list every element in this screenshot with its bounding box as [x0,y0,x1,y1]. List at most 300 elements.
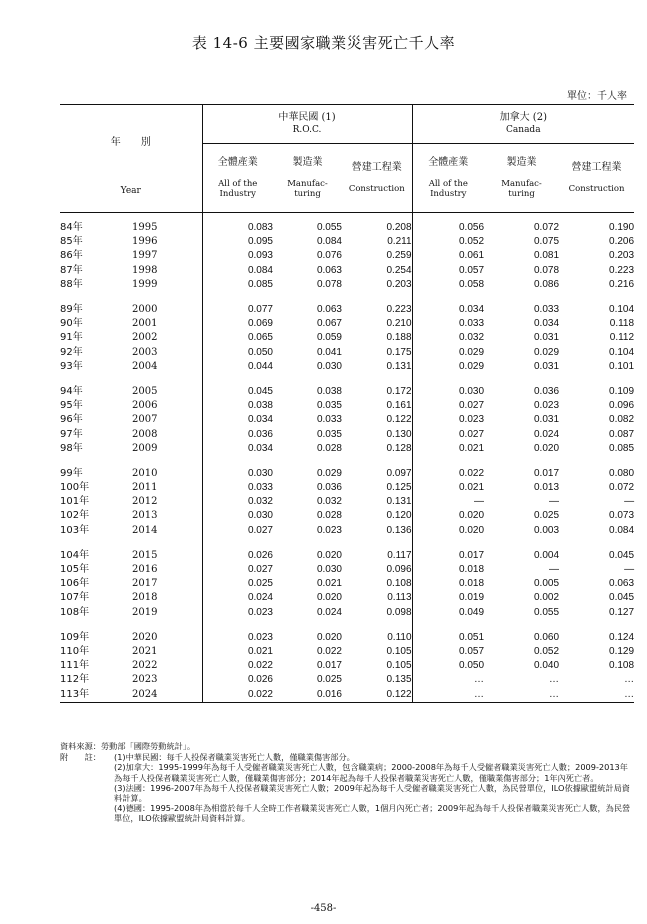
table-row [60,495,634,509]
value-cell: 0.127 [609,606,635,618]
value-cell: 0.035 [316,428,342,440]
value-cell: 0.081 [534,250,560,262]
table-row [60,399,634,413]
value-cell: 0.072 [609,482,635,494]
value-cell: 0.104 [609,346,635,358]
roc-year-cell: 95年 [60,400,83,412]
ad-year-cell: 2004 [132,360,158,372]
value-cell: 0.027 [202,563,273,577]
value-cell: 0.028 [316,510,342,522]
value-cell: 0.026 [202,549,273,563]
value-cell: 0.033 [412,317,484,331]
value-cell: 0.033 [534,304,560,316]
value-cell: 0.017 [534,467,560,479]
column-header-en: Construction [348,184,405,194]
value-cell: 0.018 [412,563,484,577]
value-cell: 0.030 [202,467,273,481]
table-row [60,577,634,591]
table-row [60,549,634,563]
value-cell: 0.016 [273,687,342,702]
roc-year-cell: 103年 [60,524,90,536]
value-cell: 0.018 [412,577,484,591]
value-cell: 0.188 [386,332,412,344]
value-cell: 0.025 [202,577,273,591]
value-cell: 0.041 [316,346,342,358]
value-cell: 0.022 [316,645,342,657]
value-cell: 0.031 [534,414,560,426]
value-cell: 0.022 [202,659,273,673]
value-cell: 0.129 [609,645,635,657]
value-cell: 0.055 [316,222,342,234]
roc-year-cell: 98年 [60,442,83,454]
value-cell: 0.036 [316,482,342,494]
value-cell: 0.063 [316,264,342,276]
ad-year-cell: 2005 [132,385,158,397]
value-cell: 0.040 [534,660,560,672]
value-cell: 0.061 [412,249,484,263]
ad-year-cell: 2009 [132,442,158,454]
value-cell: 0.036 [202,427,273,441]
country-header-roc [202,105,412,144]
ad-year-cell: 2020 [132,631,158,643]
value-cell: 0.216 [609,278,635,290]
value-cell: 0.211 [387,236,412,248]
column-header-zh: 營建工程業 [351,162,402,173]
value-cell: 0.073 [609,510,635,522]
value-cell: 0.057 [412,264,484,278]
ad-year-cell: 1995 [132,222,158,234]
roc-year-cell: 100年 [60,482,90,494]
table-row [60,221,634,235]
country-roc-en: R.O.C. [292,125,322,135]
column-header-zh: 全體產業 [428,157,469,168]
value-cell: 0.190 [609,222,635,234]
table-row [60,360,634,374]
table-row [60,645,634,659]
value-cell: 0.131 [386,496,412,508]
column-header-zh: 製造業 [506,157,537,168]
value-cell: 0.030 [202,509,273,523]
ad-year-cell: 2017 [132,578,158,590]
country-header-canada [412,105,634,144]
ad-year-cell: 2018 [132,592,158,604]
value-cell: 0.082 [609,414,635,426]
roc-year-cell: 106年 [60,578,90,590]
column-header [342,144,412,213]
roc-year-cell: 84年 [60,222,83,234]
column-header-en: All of the [218,179,258,189]
value-cell: 0.029 [316,467,342,479]
roc-year-cell: 97年 [60,428,83,440]
table-row [60,317,634,331]
table-row [60,509,634,523]
year-header-zh: 年 別 [110,137,151,148]
value-cell: 0.034 [412,303,484,317]
table-row [60,563,634,577]
value-cell: 0.087 [609,428,635,440]
value-cell: 0.223 [609,264,635,276]
value-cell: 0.063 [609,578,635,590]
column-header-zh: 全體產業 [217,157,258,168]
value-cell: 0.051 [412,631,484,645]
value-cell: 0.005 [534,578,560,590]
value-cell: 0.097 [386,467,412,479]
value-cell: 0.075 [534,236,560,248]
note-item: (2)加拿大：1995-1999年為每千人受僱者職業災害死亡人數，包含職業病；2000-2008年為每千人受僱者職業災害死亡人數；2009-2013年為每千人投保者職業災害死亡人數，僅職業傷害部分；2014年起為每千人投保者職業災害死亡人數，僅職業傷害部分；1年內死亡者。 [114,762,628,783]
roc-year-cell: 94年 [60,385,83,397]
source-note: 資料來源：勞動部「國際勞動統計」。 [60,741,196,751]
value-cell: 0.038 [316,385,342,397]
roc-year-cell: 110年 [60,645,90,657]
value-cell: 0.034 [534,318,560,330]
table-row [60,673,634,687]
value-cell: 0.136 [386,524,412,536]
value-cell: 0.050 [412,659,484,673]
value-cell: 0.033 [316,414,342,426]
roc-year-cell: 88年 [60,278,83,290]
table-row [60,278,634,292]
value-cell: 0.122 [386,414,412,426]
value-cell: 0.004 [534,549,560,561]
value-cell: 0.096 [609,400,635,412]
value-cell: 0.045 [609,592,635,604]
table-row [60,264,634,278]
column-header-zh: 營建工程業 [571,162,622,173]
column-header-en-line2: Industry [219,189,256,199]
ad-year-cell: 2016 [132,564,158,576]
value-cell: 0.049 [412,606,484,620]
ad-year-cell: 1996 [132,236,158,248]
value-cell: 0.118 [609,318,635,330]
country-canada-en: Canada [506,125,541,135]
value-cell: 0.067 [316,318,342,330]
roc-year-cell: 87年 [60,264,83,276]
value-cell: 0.021 [202,645,273,659]
roc-year-cell: 89年 [60,304,83,316]
value-cell: 0.109 [609,385,635,397]
column-header-zh: 製造業 [292,157,323,168]
roc-year-cell: 112年 [60,674,90,686]
value-cell: 0.024 [316,606,342,618]
value-cell: … [624,674,635,686]
value-cell: — [549,496,560,508]
column-header-en: Manufac- [501,179,542,189]
column-header-en: All of the [428,179,468,189]
value-cell: — [412,495,484,509]
ad-year-cell: 2014 [132,524,158,536]
column-header-en-line2: Industry [430,189,467,199]
value-cell: 0.031 [534,360,560,372]
value-cell: 0.033 [202,481,273,495]
table-row [60,606,634,620]
value-cell: 0.083 [202,221,273,235]
value-cell: 0.203 [386,278,412,290]
value-cell: 0.020 [316,549,342,561]
value-cell: 0.020 [412,524,484,538]
ad-year-cell: 2011 [132,482,158,494]
country-roc-zh: 中華民國 (1) [278,112,336,123]
value-cell: 0.052 [534,645,560,657]
value-cell: 0.135 [386,674,412,686]
value-cell: 0.060 [534,631,560,643]
roc-year-cell: 99年 [60,467,83,479]
value-cell: … [412,673,484,687]
value-cell: 0.050 [202,346,273,360]
ad-year-cell: 2012 [132,496,158,508]
value-cell: 0.076 [316,250,342,262]
value-cell: 0.105 [386,645,412,657]
roc-year-cell: 92年 [60,346,83,358]
value-cell: — [624,496,635,508]
fatality-rate-table [60,104,634,703]
value-cell: 0.085 [202,278,273,292]
value-cell: 0.036 [534,385,560,397]
value-cell: 0.017 [316,660,342,672]
value-cell: 0.021 [412,481,484,495]
roc-year-cell: 113年 [60,687,132,702]
value-cell: 0.034 [202,413,273,427]
ad-year-cell: 2006 [132,400,158,412]
value-cell: 0.084 [609,524,635,536]
value-cell: 0.125 [386,482,412,494]
value-cell: 0.210 [386,318,412,330]
value-cell: 0.027 [412,399,484,413]
value-cell: 0.032 [412,331,484,345]
value-cell: 0.025 [534,510,560,522]
table-row [60,427,634,441]
value-cell: 0.110 [387,631,412,643]
value-cell: 0.059 [316,332,342,344]
value-cell: 0.203 [609,250,635,262]
value-cell: 0.038 [202,399,273,413]
roc-year-cell: 108年 [60,606,90,618]
value-cell: 0.086 [534,278,560,290]
value-cell: 0.056 [412,221,484,235]
column-header-en-line2: turing [294,189,321,199]
ad-year-cell: 2003 [132,346,158,358]
roc-year-cell: 85年 [60,236,83,248]
value-cell: 0.035 [316,400,342,412]
value-cell: 0.098 [386,606,412,618]
value-cell: 0.208 [386,222,412,234]
value-cell: 0.031 [534,332,560,344]
value-cell: 0.096 [386,564,412,576]
value-cell: 0.024 [202,591,273,605]
value-cell: 0.084 [316,236,342,248]
table-row [60,346,634,360]
value-cell: 0.131 [386,360,412,372]
table-row [60,442,634,456]
value-cell: 0.206 [609,236,635,248]
column-header [412,144,484,213]
value-cell: 0.021 [316,578,342,590]
value-cell: 0.128 [386,442,412,454]
value-cell: 0.078 [534,264,560,276]
country-canada-zh: 加拿大 (2) [499,112,547,123]
roc-year-cell: 101年 [60,496,90,508]
roc-year-cell: 96年 [60,414,83,426]
value-cell: 0.002 [534,592,560,604]
value-cell: 0.254 [386,264,412,276]
column-header-en: Manufac- [287,179,328,189]
value-cell: 0.108 [609,660,635,672]
note-item: (4)德國：1995-2008年為相當於每千人全時工作者職業災害死亡人數，1個月內死亡者；2009年起為每千人投保者職業災害死亡人數，為民營單位，ILO依據歐盟統計局資料計算。 [114,803,631,824]
ad-year-cell: 2021 [132,645,158,657]
table-row [60,235,634,249]
roc-year-cell: 102年 [60,510,90,522]
value-cell: 0.027 [412,427,484,441]
value-cell: 0.063 [316,304,342,316]
column-header [273,144,342,213]
value-cell: 0.020 [316,631,342,643]
year-header [60,105,202,213]
roc-year-cell: 104年 [60,549,90,561]
roc-year-cell: 91年 [60,332,83,344]
table-row [60,631,634,645]
value-cell: 0.093 [202,249,273,263]
table-row [60,591,634,605]
value-cell: 0.161 [386,400,412,412]
value-cell: 0.069 [202,317,273,331]
table-row [60,249,634,263]
column-header [559,144,634,213]
table-row [60,331,634,345]
ad-year-cell: 2024 [132,687,202,702]
roc-year-cell: 107年 [60,592,90,604]
roc-year-cell: 86年 [60,250,83,262]
value-cell: 0.112 [609,332,635,344]
value-cell: 0.105 [386,660,412,672]
notes-section [60,741,635,824]
column-header-en-line2: turing [508,189,535,199]
value-cell: 0.032 [202,495,273,509]
ad-year-cell: 2015 [132,549,158,561]
roc-year-cell: 105年 [60,564,90,576]
value-cell: 0.117 [387,549,412,561]
ad-year-cell: 2019 [132,606,158,618]
note-item: (3)法國：1996-2007年為每千人投保者職業災害死亡人數；2009年起為每千人受僱者職業災害死亡人數，為民營單位，ILO依據歐盟統計局資料計算。 [114,782,630,804]
value-cell: 0.023 [534,400,560,412]
value-cell: 0.095 [202,235,273,249]
value-cell: 0.108 [386,578,412,590]
value-cell: 0.052 [412,235,484,249]
value-cell: 0.078 [316,278,342,290]
value-cell: … [559,687,634,702]
ad-year-cell: 2007 [132,414,158,426]
notes-label: 附 註： [60,752,101,763]
ad-year-cell: 2008 [132,428,158,440]
value-cell: 0.025 [316,674,342,686]
value-cell: 0.032 [316,496,342,508]
ad-year-cell: 2001 [132,318,158,330]
value-cell: 0.029 [534,346,560,358]
value-cell: 0.030 [412,385,484,399]
value-cell: 0.030 [316,360,342,372]
value-cell: 0.058 [412,278,484,292]
value-cell: 0.019 [412,591,484,605]
ad-year-cell: 1998 [132,264,158,276]
value-cell: 0.084 [202,264,273,278]
value-cell: 0.034 [202,442,273,456]
value-cell: 0.044 [202,360,273,374]
value-cell: 0.020 [316,592,342,604]
page-number: -458- [310,903,337,914]
ad-year-cell: 2002 [132,332,158,344]
value-cell: 0.223 [386,304,412,316]
column-header-en: Construction [568,184,625,194]
value-cell: 0.122 [342,687,412,702]
ad-year-cell: 2013 [132,510,158,522]
value-cell: 0.023 [316,524,342,536]
ad-year-cell: 2000 [132,304,158,316]
value-cell: 0.172 [386,385,412,397]
value-cell: 0.020 [534,442,560,454]
value-cell: 0.023 [202,606,273,620]
column-header [202,144,273,213]
value-cell: … [549,674,560,686]
value-cell: 0.124 [609,631,635,643]
value-cell: 0.027 [202,524,273,538]
ad-year-cell: 2023 [132,674,158,686]
table-row [60,687,634,702]
value-cell: 0.029 [412,346,484,360]
value-cell: … [484,687,559,702]
value-cell: 0.020 [412,509,484,523]
ad-year-cell: 1997 [132,250,158,262]
value-cell: 0.028 [316,442,342,454]
note-item: (1)中華民國：每千人投保者職業災害死亡人數，僅職業傷害部分。 [114,752,355,763]
unit-label: 單位：千人率 [567,91,627,102]
value-cell: 0.017 [412,549,484,563]
value-cell: 0.065 [202,331,273,345]
roc-year-cell: 109年 [60,631,90,643]
value-cell: — [624,564,635,576]
value-cell: 0.013 [534,482,560,494]
roc-year-cell: 93年 [60,360,83,372]
ad-year-cell: 2010 [132,467,158,479]
column-header [484,144,559,213]
table-row [60,413,634,427]
value-cell: 0.021 [412,442,484,456]
value-cell: 0.072 [534,222,560,234]
value-cell: 0.077 [202,303,273,317]
value-cell: 0.085 [609,442,635,454]
value-cell: 0.045 [609,549,635,561]
value-cell: 0.055 [534,606,560,618]
roc-year-cell: 111年 [60,660,90,672]
value-cell: 0.003 [534,524,560,536]
value-cell: 0.026 [202,673,273,687]
table-title: 表 14-6 主要國家職業災害死亡千人率 [191,34,456,52]
value-cell: 0.080 [609,467,635,479]
value-cell: … [412,687,484,702]
table-row [60,385,634,399]
table-row [60,524,634,538]
ad-year-cell: 2022 [132,660,158,672]
value-cell: 0.029 [412,360,484,374]
value-cell: 0.024 [534,428,560,440]
value-cell: 0.023 [412,413,484,427]
value-cell: 0.057 [412,645,484,659]
value-cell: 0.022 [202,687,273,702]
table-row [60,659,634,673]
value-cell: 0.104 [609,304,635,316]
value-cell: 0.120 [386,510,412,522]
roc-year-cell: 90年 [60,318,83,330]
value-cell: 0.030 [316,564,342,576]
value-cell: 0.130 [386,428,412,440]
table-row [60,481,634,495]
